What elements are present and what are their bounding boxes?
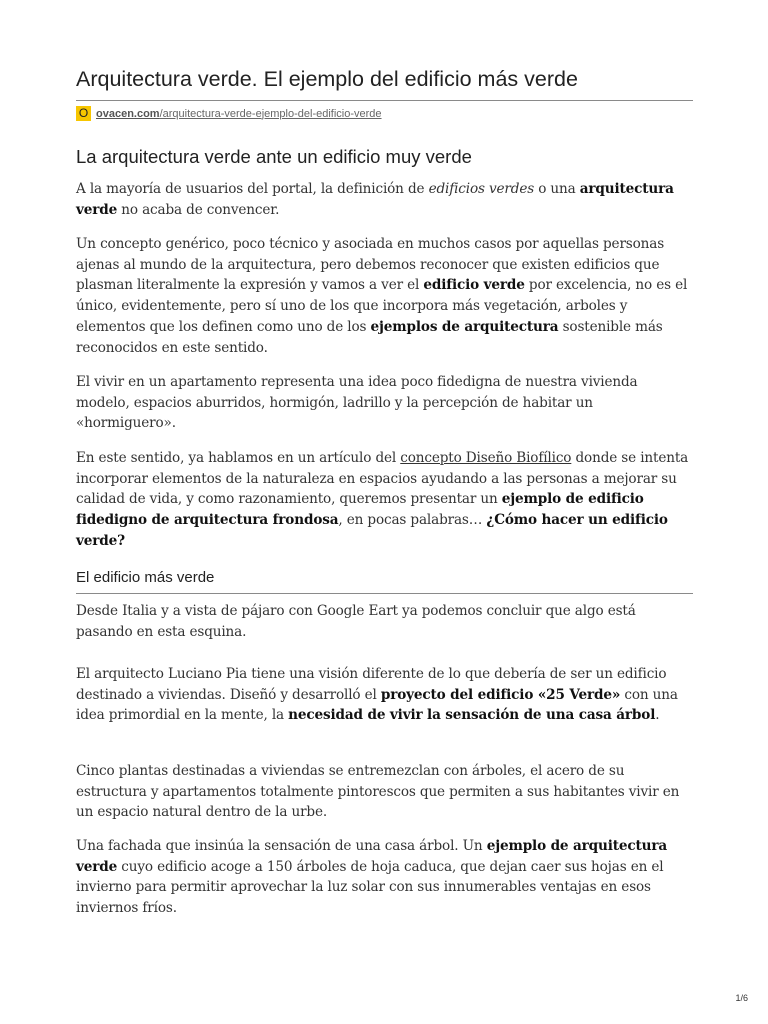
source-path-link[interactable]: /arquitectura-verde-ejemplo-del-edificio-verde [159,107,382,120]
paragraph-2: Un concepto genérico, poco técnico y asociada en muchos casos por aquellas personas ajenas al mundo de la arquitectura, pero debemos reconocer que existen edificios que plasman literalmente la expresión y vamos a ver el edificio verde por excelencia, no es el único, evidentemente, pero sí uno de los que incorpora más vegetación, arboles y elementos que los definen como uno de los ejemplos de arquitectura sostenible más reconocidos en este sentido. [76,236,688,356]
paragraph-7: Cinco plantas destinadas a viviendas se entremezclan con árboles, el acero de su estructura y apartamentos totalmente pintorescos que permiten a sus habitantes vivir en un espacio natural dentro de la urbe. [76,763,680,821]
source-url[interactable] [76,106,382,121]
paragraph-4: En este sentido, ya hablamos en un artículo del concepto Diseño Biofílico donde se intenta incorporar elementos de la naturaleza en espacios ayudando a las personas a mejorar su calidad de vida, y como razonamiento, queremos presentar un ejemplo de edificio fidedigno de arquitectura frondosa, en pocas palabras… ¿Cómo hacer un edificio verde? [76,450,689,549]
paragraph-5: Desde Italia y a vista de pájaro con Google Eart ya podemos concluir que algo está pasando en esta esquina. [76,603,636,640]
paragraph-6: El arquitecto Luciano Pia tiene una visión diferente de lo que debería de ser un edificio destinado a viviendas. Diseñó y desarrolló el proyecto del edificio «25 Verde» con una idea primordial en la mente, la necesidad de vivir la sensación de una casa árbol. [76,666,678,724]
page-number: 1/6 [735,993,748,1003]
section-divider [76,593,693,594]
paragraph-3: El vivir en un apartamento representa una idea poco fidedigna de nuestra vivienda modelo, espacios aburridos, hormigón, ladrillo y la percepción de habitar un «hormiguero». [76,374,638,432]
biophilic-design-link[interactable]: concepto Diseño Biofílico [400,450,572,466]
page-title: Arquitectura verde. El ejemplo del edificio más verde [76,67,578,91]
title-divider [76,100,693,101]
paragraph-8: Una fachada que insinúa la sensación de una casa árbol. Un ejemplo de arquitectura verde cuyo edificio acoge a 150 árboles de hoja caduca, que dejan caer sus hojas en el invierno para permitir aprovechar la luz solar con sus innumerables ventajas en esos inviernos fríos. [76,838,668,917]
section-heading-green-architecture: La arquitectura verde ante un edificio muy verde [76,146,472,167]
source-domain-link[interactable]: ovacen.com [96,107,160,120]
paragraph-1: A la mayoría de usuarios del portal, la definición de edificios verdes o una arquitectura verde no acaba de convencer. [76,181,674,218]
section-heading-greenest-building: El edificio más verde [76,569,215,586]
site-logo-icon: O [76,106,91,121]
